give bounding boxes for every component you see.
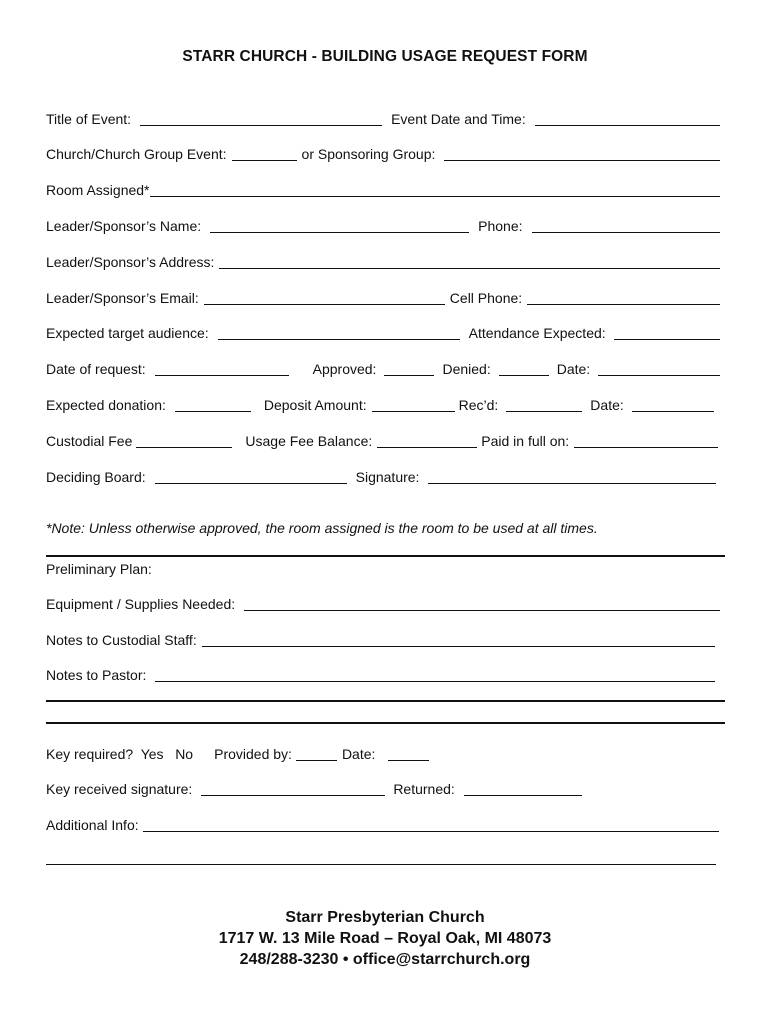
signature-field[interactable]	[428, 483, 716, 484]
additional-info-label: Additional Info:	[46, 817, 139, 833]
approved-field[interactable]	[384, 375, 434, 376]
approved-label: Approved:	[312, 361, 377, 377]
sponsoring-group-label: or Sponsoring Group:	[301, 146, 436, 162]
pastor-notes-label: Notes to Pastor:	[46, 667, 147, 683]
preliminary-plan-label: Preliminary Plan:	[46, 561, 152, 577]
paid-in-full-label: Paid in full on:	[481, 433, 570, 449]
row-pastor-notes	[46, 664, 715, 684]
recd-label: Rec’d:	[458, 397, 499, 413]
date-field[interactable]	[598, 375, 720, 376]
key-received-signature-label: Key received signature:	[46, 781, 193, 797]
event-date-time-label: Event Date and Time:	[391, 111, 526, 127]
equipment-field[interactable]	[244, 610, 720, 611]
provided-by-field[interactable]	[296, 760, 337, 761]
row-donation	[46, 394, 714, 414]
usage-fee-balance-field[interactable]	[377, 447, 477, 448]
room-assigned-label: Room Assigned*	[46, 182, 150, 198]
room-note: *Note: Unless otherwise approved, the room assigned is the room to be used at all times.	[46, 520, 598, 536]
leader-email-field[interactable]	[204, 304, 445, 305]
deposit-amount-field[interactable]	[372, 411, 455, 412]
phone-label: Phone:	[478, 218, 523, 234]
leader-address-field[interactable]	[219, 268, 720, 269]
row-audience	[46, 322, 720, 342]
deciding-board-label: Deciding Board:	[46, 469, 146, 485]
event-date-time-field[interactable]	[535, 125, 720, 126]
equipment-label: Equipment / Supplies Needed:	[46, 596, 236, 612]
expected-donation-label: Expected donation:	[46, 397, 166, 413]
divider	[46, 555, 725, 557]
row-title-event	[46, 108, 720, 128]
row-additional-info	[46, 814, 719, 834]
recd-field[interactable]	[506, 411, 582, 412]
leader-email-label: Leader/Sponsor’s Email:	[46, 290, 199, 306]
custodial-fee-label: Custodial Fee	[46, 433, 133, 449]
footer-address: 1717 W. 13 Mile Road – Royal Oak, MI 48073	[218, 930, 552, 947]
row-request-status	[46, 358, 720, 378]
custodial-fee-field[interactable]	[136, 447, 232, 448]
row-deciding-board	[46, 466, 716, 486]
row-fees	[46, 430, 718, 450]
row-leader-email	[46, 287, 720, 307]
signature-label: Signature:	[355, 469, 420, 485]
footer-contact: 248/288-3230 • office@starrchurch.org	[239, 951, 531, 968]
expected-donation-field[interactable]	[175, 411, 251, 412]
usage-fee-balance-label: Usage Fee Balance:	[245, 433, 373, 449]
date-of-request-field[interactable]	[155, 375, 289, 376]
row-key-received	[46, 778, 720, 798]
returned-field[interactable]	[464, 795, 582, 796]
denied-label: Denied:	[442, 361, 491, 377]
deciding-board-field[interactable]	[155, 483, 347, 484]
sponsoring-group-field[interactable]	[444, 160, 720, 161]
row-room-assigned	[46, 179, 720, 199]
attendance-expected-field[interactable]	[614, 339, 720, 340]
cell-phone-label: Cell Phone:	[449, 290, 523, 306]
deposit-amount-label: Deposit Amount:	[263, 397, 367, 413]
row-group-event	[46, 143, 720, 163]
row-custodial-notes	[46, 629, 715, 649]
row-preliminary-plan	[46, 558, 720, 578]
date2-field[interactable]	[632, 411, 714, 412]
returned-label: Returned:	[393, 781, 455, 797]
key-received-signature-field[interactable]	[201, 795, 385, 796]
pastor-notes-field[interactable]	[155, 681, 715, 682]
custodial-notes-label: Notes to Custodial Staff:	[46, 632, 197, 648]
divider	[46, 722, 725, 724]
form-title: STARR CHURCH - BUILDING USAGE REQUEST FORM	[182, 48, 588, 65]
title-of-event-field[interactable]	[140, 125, 382, 126]
divider	[46, 700, 725, 702]
attendance-expected-label: Attendance Expected:	[468, 325, 606, 341]
date2-label: Date:	[590, 397, 624, 413]
cell-phone-field[interactable]	[527, 304, 720, 305]
date-of-request-label: Date of request:	[46, 361, 146, 377]
row-leader-address	[46, 251, 720, 271]
key-date-label: Date:	[341, 746, 376, 762]
key-required-label: Key required? Yes No	[46, 746, 194, 762]
row-leader-name	[46, 215, 720, 235]
title-of-event-label: Title of Event:	[46, 111, 132, 127]
date-label: Date:	[556, 361, 591, 377]
leader-name-field[interactable]	[210, 232, 469, 233]
additional-info-extra-line[interactable]	[46, 864, 716, 865]
room-assigned-field[interactable]	[150, 196, 720, 197]
custodial-notes-field[interactable]	[202, 646, 715, 647]
row-equipment	[46, 593, 720, 613]
paid-in-full-field[interactable]	[574, 447, 718, 448]
target-audience-field[interactable]	[218, 339, 460, 340]
leader-address-label: Leader/Sponsor’s Address:	[46, 254, 215, 270]
key-date-field[interactable]	[388, 760, 429, 761]
footer-church-name: Starr Presbyterian Church	[285, 909, 485, 926]
target-audience-label: Expected target audience:	[46, 325, 209, 341]
provided-by-label: Provided by:	[214, 746, 292, 762]
denied-field[interactable]	[499, 375, 549, 376]
leader-name-label: Leader/Sponsor’s Name:	[46, 218, 202, 234]
church-group-event-field[interactable]	[232, 160, 297, 161]
phone-field[interactable]	[532, 232, 720, 233]
church-group-event-label: Church/Church Group Event:	[46, 146, 227, 162]
row-key-required	[46, 743, 720, 763]
additional-info-field[interactable]	[143, 831, 719, 832]
